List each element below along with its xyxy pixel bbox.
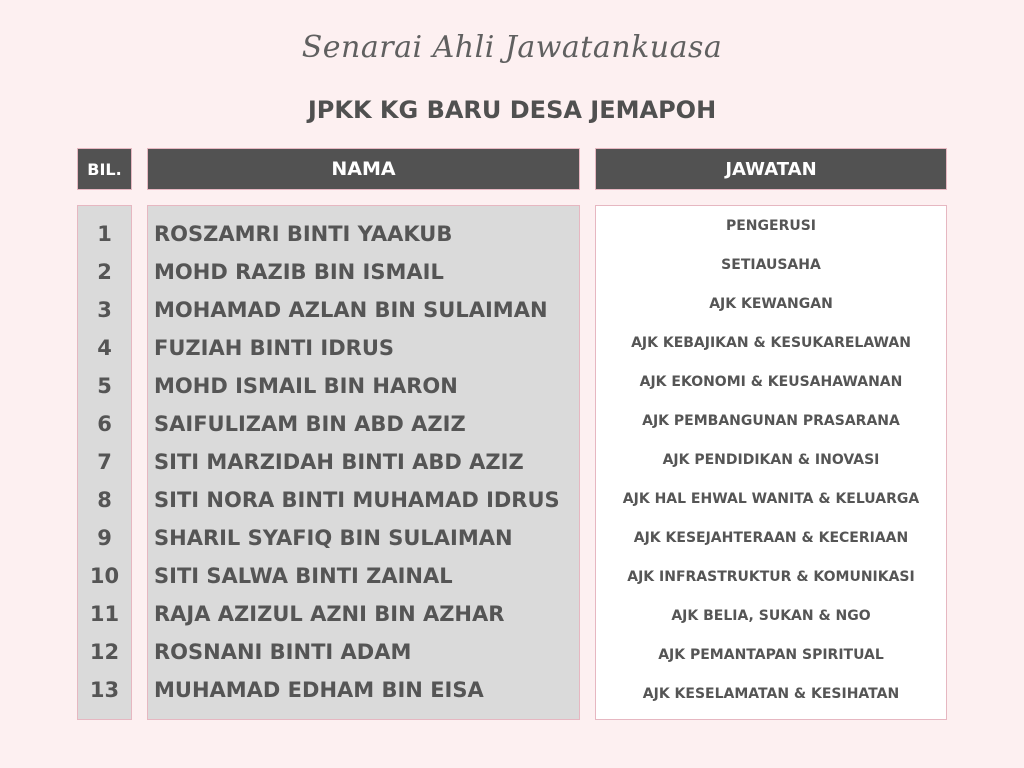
member-name: SHARIL SYAFIQ BIN SULAIMAN	[154, 526, 513, 550]
member-number: 4	[97, 336, 112, 360]
member-position: AJK KEWANGAN	[709, 295, 833, 312]
member-name: MOHAMAD AZLAN BIN SULAIMAN	[154, 298, 548, 322]
member-name: ROSNANI BINTI ADAM	[154, 640, 412, 664]
member-name: SITI SALWA BINTI ZAINAL	[154, 564, 453, 588]
member-name: SITI NORA BINTI MUHAMAD IDRUS	[154, 488, 560, 512]
member-position: AJK INFRASTRUKTUR & KOMUNIKASI	[627, 568, 915, 585]
member-position: AJK KEBAJIKAN & KESUKARELAWAN	[631, 334, 911, 351]
member-number: 13	[89, 678, 120, 702]
column-header-jawatan: JAWATAN	[595, 148, 947, 190]
member-name: SAIFULIZAM BIN ABD AZIZ	[154, 412, 466, 436]
member-number: 3	[97, 298, 112, 322]
member-name: MUHAMAD EDHAM BIN EISA	[154, 678, 484, 702]
bil-column-panel	[77, 205, 132, 720]
member-number: 10	[89, 564, 120, 588]
member-number: 1	[97, 222, 112, 246]
member-position: AJK PENDIDIKAN & INOVASI	[662, 451, 880, 468]
member-name: RAJA AZIZUL AZNI BIN AZHAR	[154, 602, 505, 626]
member-name: FUZIAH BINTI IDRUS	[154, 336, 395, 360]
member-name: ROSZAMRI BINTI YAAKUB	[154, 222, 453, 246]
member-position: AJK PEMANTAPAN SPIRITUAL	[658, 646, 884, 663]
nama-column-panel	[147, 205, 580, 720]
nama-list	[148, 215, 579, 709]
member-number: 7	[97, 450, 112, 474]
page-script-title: Senarai Ahli Jawatankuasa	[301, 30, 723, 65]
member-position: AJK PEMBANGUNAN PRASARANA	[642, 412, 900, 429]
column-header-bil: BIL.	[77, 148, 132, 190]
jawatan-column-panel	[595, 205, 947, 720]
member-number: 11	[89, 602, 120, 626]
member-number: 12	[89, 640, 120, 664]
member-position: SETIAUSAHA	[721, 256, 821, 273]
member-name: MOHD RAZIB BIN ISMAIL	[154, 260, 444, 284]
member-position: PENGERUSI	[725, 217, 817, 234]
column-header-nama: NAMA	[147, 148, 580, 190]
member-number: 2	[97, 260, 112, 284]
member-name: MOHD ISMAIL BIN HARON	[154, 374, 458, 398]
member-name: SITI MARZIDAH BINTI ABD AZIZ	[154, 450, 524, 474]
member-number: 5	[97, 374, 112, 398]
member-position: AJK KESELAMATAN & KESIHATAN	[642, 685, 900, 702]
member-number: 6	[97, 412, 112, 436]
member-position: AJK HAL EHWAL WANITA & KELUARGA	[622, 490, 920, 507]
member-number: 8	[97, 488, 112, 512]
jawatan-list	[596, 206, 946, 713]
member-position: AJK EKONOMI & KEUSAHAWANAN	[639, 373, 903, 390]
bil-list	[78, 215, 131, 709]
member-number: 9	[97, 526, 112, 550]
member-position: AJK BELIA, SUKAN & NGO	[671, 607, 871, 624]
organization-title: JPKK KG BARU DESA JEMAPOH	[307, 96, 717, 124]
member-position: AJK KESEJAHTERAAN & KECERIAAN	[633, 529, 909, 546]
